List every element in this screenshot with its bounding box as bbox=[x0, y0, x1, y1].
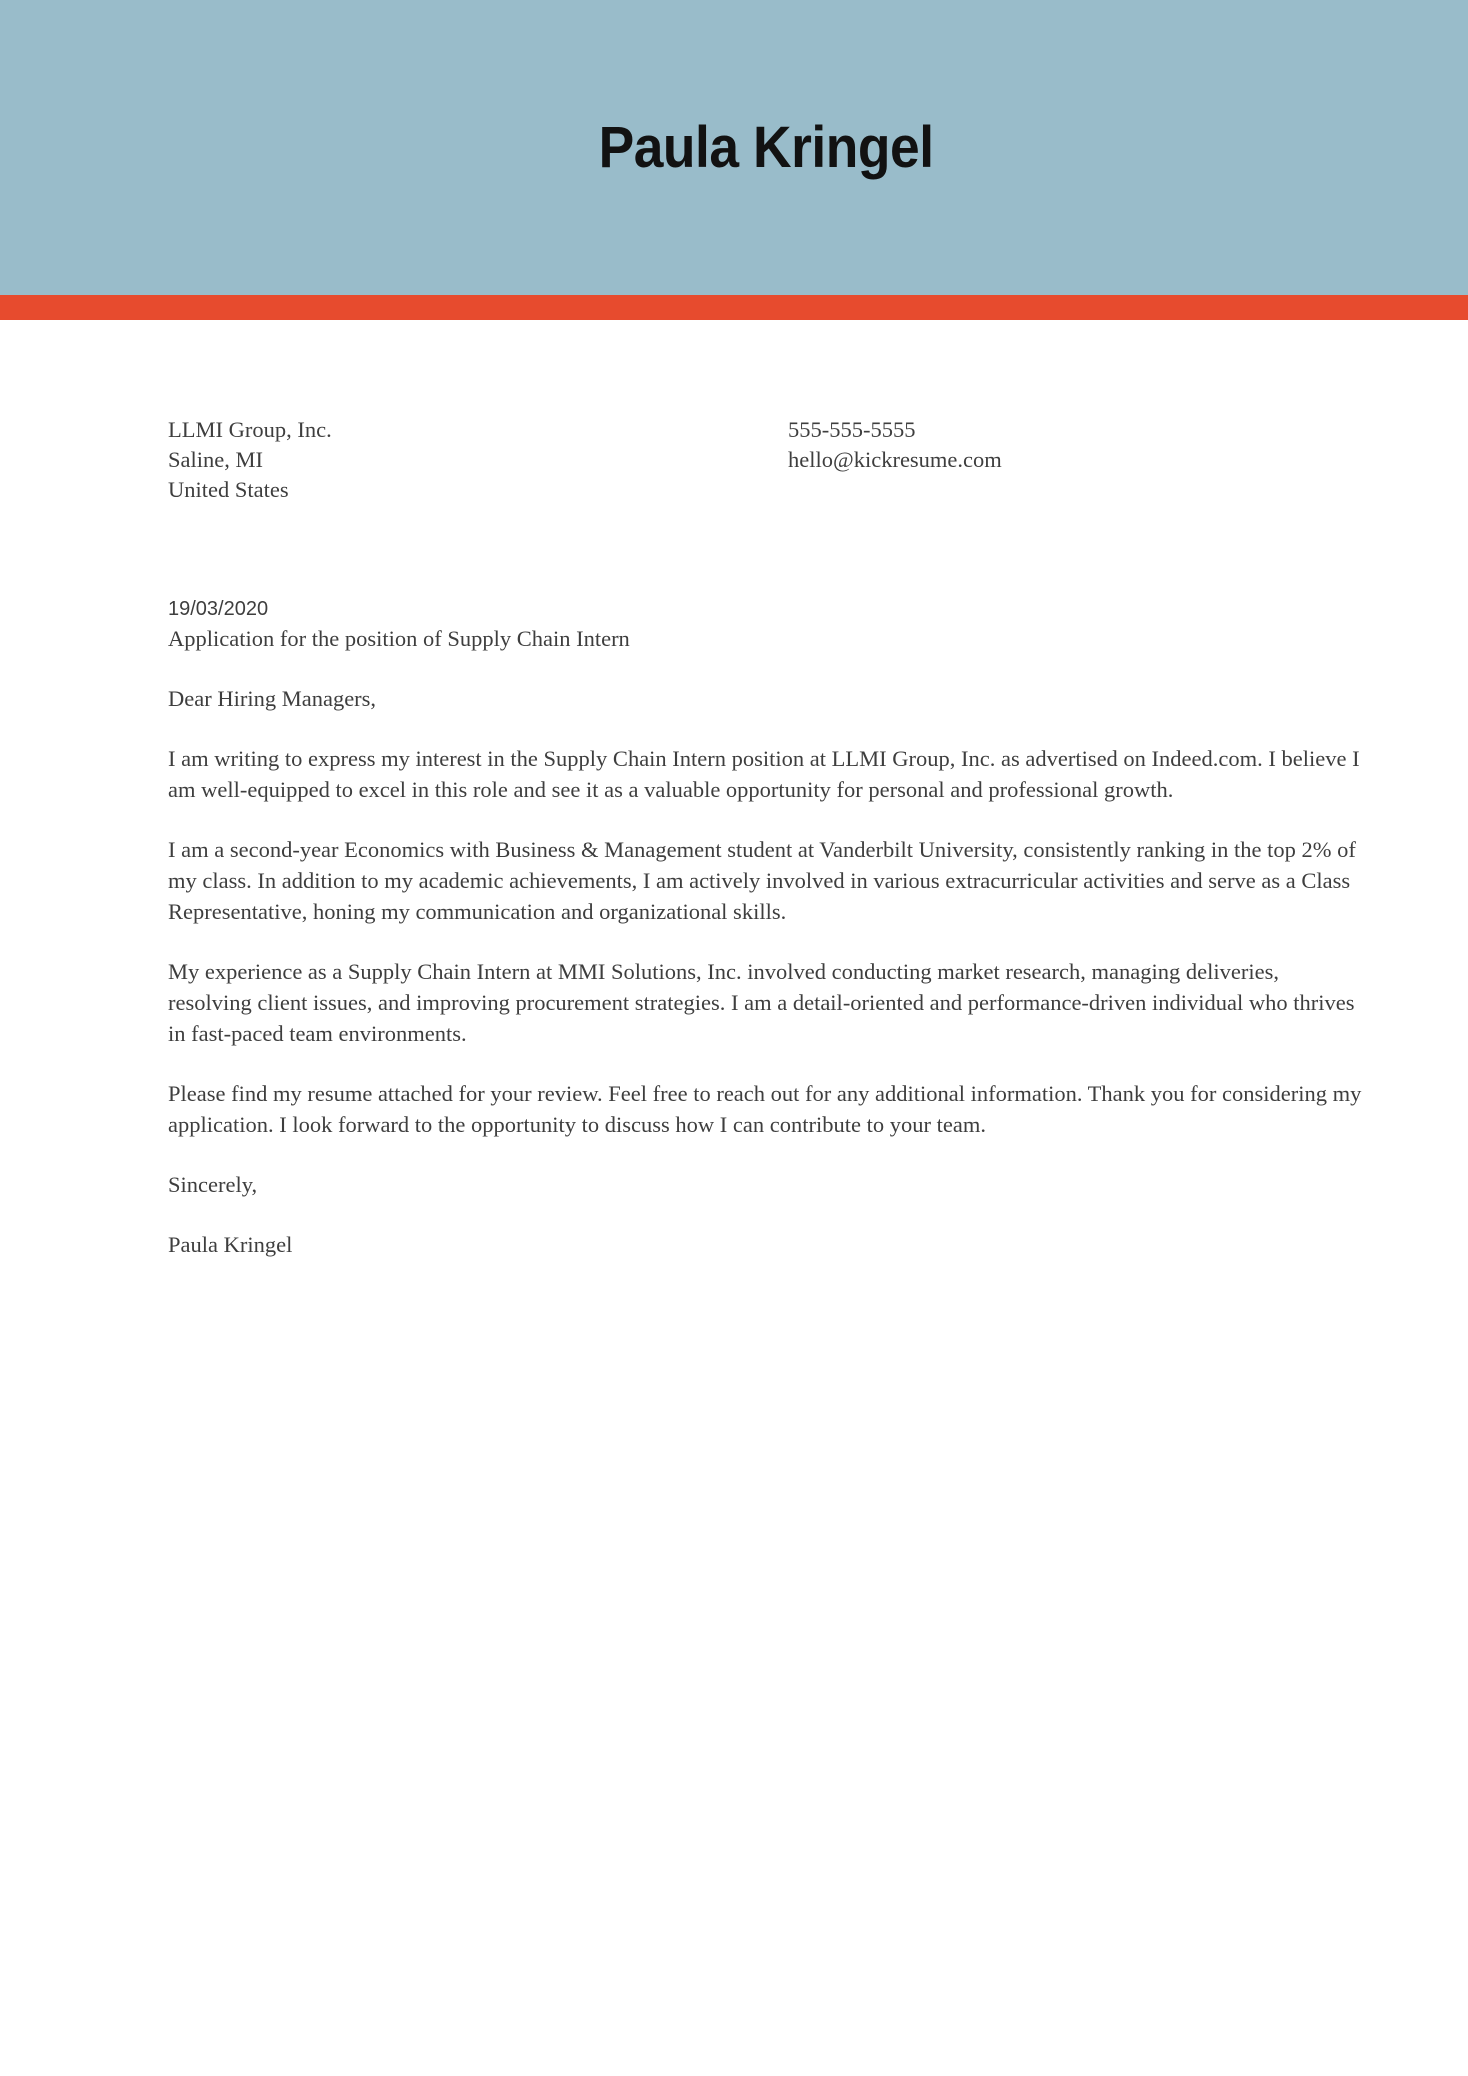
body-paragraph: I am writing to express my interest in the Supply Chain Intern position at LLMI Group, Inc. as advertised on Indeed.com. I believe I am well-equipped to excel in this role and see it as a valuable opportunity for personal and professional growth. bbox=[168, 746, 1360, 802]
candidate-name-title: Paula Kringel bbox=[598, 115, 934, 180]
subject-line: Application for the position of Supply Chain Intern bbox=[168, 626, 630, 651]
date-subject-section bbox=[168, 595, 1364, 654]
closing: Sincerely, bbox=[168, 1172, 258, 1197]
phone-number: 555-555-5555 bbox=[788, 417, 916, 442]
signature: Paula Kringel bbox=[168, 1232, 293, 1257]
contact-block bbox=[788, 415, 1364, 505]
recipient-country: United States bbox=[168, 477, 289, 502]
recipient-company: LLMI Group, Inc. bbox=[168, 417, 332, 442]
recipient-city: Saline, MI bbox=[168, 447, 263, 472]
recipient-contact-section bbox=[168, 415, 1364, 505]
body-paragraph: My experience as a Supply Chain Intern at MMI Solutions, Inc. involved conducting market research, managing deliveries, resolving client issues, and improving procurement strategies. I am a detail-oriented and performance-driven individual who thrives in fast-paced team environments. bbox=[168, 959, 1355, 1046]
body-paragraph: I am a second-year Economics with Business & Management student at Vanderbilt University, consistently ranking in the top 2% of my class. In addition to my academic achievements, I am actively involved in various extracurricular activities and serve as a Class Representative, honing my communication and organizational skills. bbox=[168, 837, 1356, 924]
letter-content bbox=[0, 320, 1468, 1260]
body-paragraph: Please find my resume attached for your review. Feel free to reach out for any additional information. Thank you for considering my application. I look forward to the opportunity to discuss how I can contribute to your team. bbox=[168, 1081, 1362, 1137]
letter-date: 19/03/2020 bbox=[168, 598, 269, 620]
salutation: Dear Hiring Managers, bbox=[168, 686, 377, 711]
accent-stripe bbox=[0, 295, 1468, 320]
recipient-block bbox=[168, 415, 788, 505]
letter-header bbox=[0, 0, 1468, 295]
email-address: hello@kickresume.com bbox=[788, 447, 1002, 472]
